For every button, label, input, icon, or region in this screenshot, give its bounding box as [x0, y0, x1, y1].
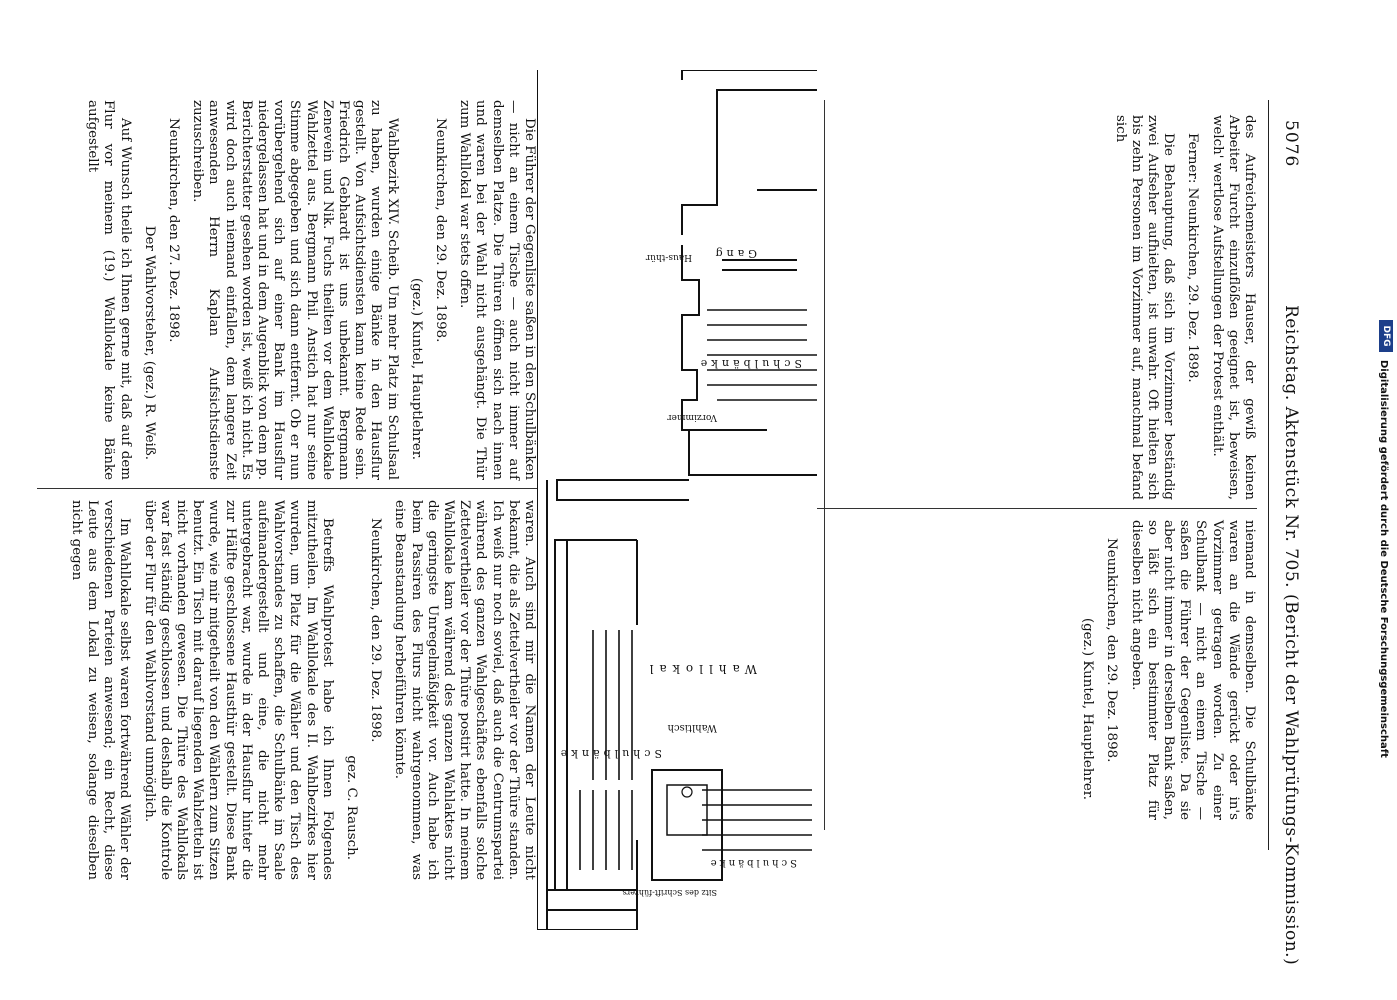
label-hausthuer: Haus-thür	[645, 252, 692, 262]
paragraph: waren. Auch sind mir die Namen der Leute nicht bekannt, die als Zettelvertheiler vor der Thüre standen. Ich weiß nur noch soviel, daß auch die Centrumspartei während des ganzen Wahlgeschäftes ebenfalls solche Zettelvertheiler vor der Thüre postirt hatte. In meinem Wahllokale kam während des ganzen Wahlaktes nicht die geringste Unregelmäßigkeit vor. Auch habe ich beim Passiren des Flurs nicht wahrgenommen, was eine Beanstandung herbeiführen könnte.	[392, 500, 537, 880]
paragraph: Wahlbezirk XIV. Scheib. Um mehr Platz im Schulsaal zu haben, wurden einige Bänke in den Hausflur gestellt. Von Aufsichtsdiensten kann keine Rede sein. Friedrich Gebhardt ist uns unbekannt. Bergmann Zenevein und Nik. Fuchs theilten vor dem Wahllokale Wahlzettel aus. Bergmann Phil. Anstich hat nur seine Stimme abgegeben und sich dann entfernt. Ob er nun vorübergehend sich auf einer Bank im Hausflur niedergelassen hat und in dem Augenblick von dem pp. Berichterstatter gesehen worden ist, weiß ich nicht. Es wird doch auch niemand einfallen, dem langere Zeit anwesenden Herrn Kaplan Aufsichtsdienste zuzuschreiben.	[190, 100, 400, 480]
paragraph: Die Behauptung, daß sich im Vorzimmer beständig zwei Aufseher aufhielten, ist unwahr. Oft hielten sich bis zehn Personen im Vorzimmer auf, manchmal befand sich	[1112, 115, 1177, 500]
paragraph: (gez.) Kuntel, Hauptlehrer.	[408, 277, 424, 460]
column-top-left	[1111, 115, 1257, 500]
label-schriftfuehrer: Sitz des Schrift-führers	[622, 888, 717, 897]
paragraph: Neunkirchen, den 27. Dez. 1898.	[165, 118, 181, 343]
label-gang: Gang	[711, 247, 757, 260]
paragraph: Neunkirchen, den 29. Dez. 1898.	[432, 118, 448, 343]
column-divider-bottom	[37, 488, 537, 489]
column-divider-top	[817, 508, 1257, 509]
label-vorzimmer: Vorzimmer	[667, 412, 717, 422]
column-bottom-right	[68, 500, 537, 880]
header-rule	[1268, 100, 1269, 850]
label-schulbaenke-lokal: Schulbänke	[556, 747, 662, 760]
column-bottom-left	[84, 100, 537, 480]
dfg-logo: DFG	[1379, 320, 1393, 352]
paragraph: Betreffs Wahlprotest habe ich Ihnen Folgendes mitzutheilen. Im Wahllokale des II. Wahlbezirkes hier wurden, um Platz für die Wähler und den Tisch des Wahlvorstandes zu schaffen, die Schulbänke im Saale aufeinandergestellt und eine, die nicht mehr untergebracht war, wurde in der Hausflur hinter die zur Hälfte geschlossene Hausthür gestellt. Diese Bank wurde, wie mir mitgetheilt von den Wählern zum Sitzen benutzt. Ein Tisch mit darauf liegenden Wahlzetteln ist nicht vorhanden gewesen. Die Thüre des Wahllokals war fast ständig geschlossen und deshalb die Kontrole über der Flur für den Wahlvorstand unmöglich.	[141, 500, 335, 880]
column-top-right	[1079, 520, 1257, 820]
paragraph: niemand in demselben. Die Schulbänke waren an die Wände gerückt oder in's Vorzimmer getragen worden. Zu einer Schulbank — nicht an einem Tische — saßen die Führer der Gegenliste. Da sie aber nicht immer in derselben Bank saßen, so läßt sich ein bestimmter Platz für dieselben nicht angeben.	[1128, 520, 1257, 820]
label-schulbaenke-vorzimmer: Schulbänke	[696, 357, 802, 370]
paragraph: Auf Wunsch theile ich Ihnen gerne mit, daß auf dem Flur vor meinem (19.) Wahllokale keine Bänke aufgestellt	[85, 100, 133, 480]
paragraph: Neunkirchen, den 29. Dez. 1898.	[368, 518, 384, 743]
label-wahltisch: Wahltisch	[667, 722, 717, 733]
paragraph: Neunkirchen, den 29. Dez. 1898.	[1104, 538, 1120, 763]
paragraph: Die Führer der Gegenliste saßen in den Schulbänken — nicht an einem Tische — auch nicht immer auf demselben Platze. Die Thüren öffnen sich nach innen und waren bei der Wahl nicht ausgehängt. Die Thür zum Wahllokal war stets offen.	[457, 100, 537, 480]
paragraph: des Aufreichemeisters Hauser, der gewiß keinen Arbeiter Furcht einzuflößen geeignet ist, beweisen, welch' wertlose Aufstellungen der Protest enthält.	[1209, 115, 1257, 500]
page-header-title: Reichstag. Aktenstück Nr. 705. (Bericht der Wahlprüfungs-Kommission.)	[1281, 305, 1301, 966]
digitization-credit: Digitalisierung gefördert durch die Deutsche Forschungsgemeinschaft	[1378, 360, 1389, 758]
paragraph: (gez.) Kuntel, Hauptlehrer.	[1080, 617, 1096, 800]
label-schulbaenke-left: Schulbänke	[707, 857, 797, 868]
paragraph: Im Wahllokale selbst waren fortwährend Wähler der verschiedenen Parteien anwesend; ein Recht, diese Leute aus dem Lokal zu weisen, solange dieselben nicht gegen	[68, 500, 133, 880]
plan-top-rule	[824, 100, 825, 830]
floor-plan	[537, 70, 817, 930]
label-wahllokal: Wahllokal	[643, 662, 757, 676]
paragraph: Ferner: Neunkirchen, 29. Dez. 1898.	[1185, 133, 1201, 383]
paragraph: Der Wahlvorsteher, (gez.) R. Weiß.	[141, 225, 157, 460]
paragraph: gez. C. Rausch.	[343, 755, 359, 860]
page-number: 5076	[1281, 120, 1301, 168]
